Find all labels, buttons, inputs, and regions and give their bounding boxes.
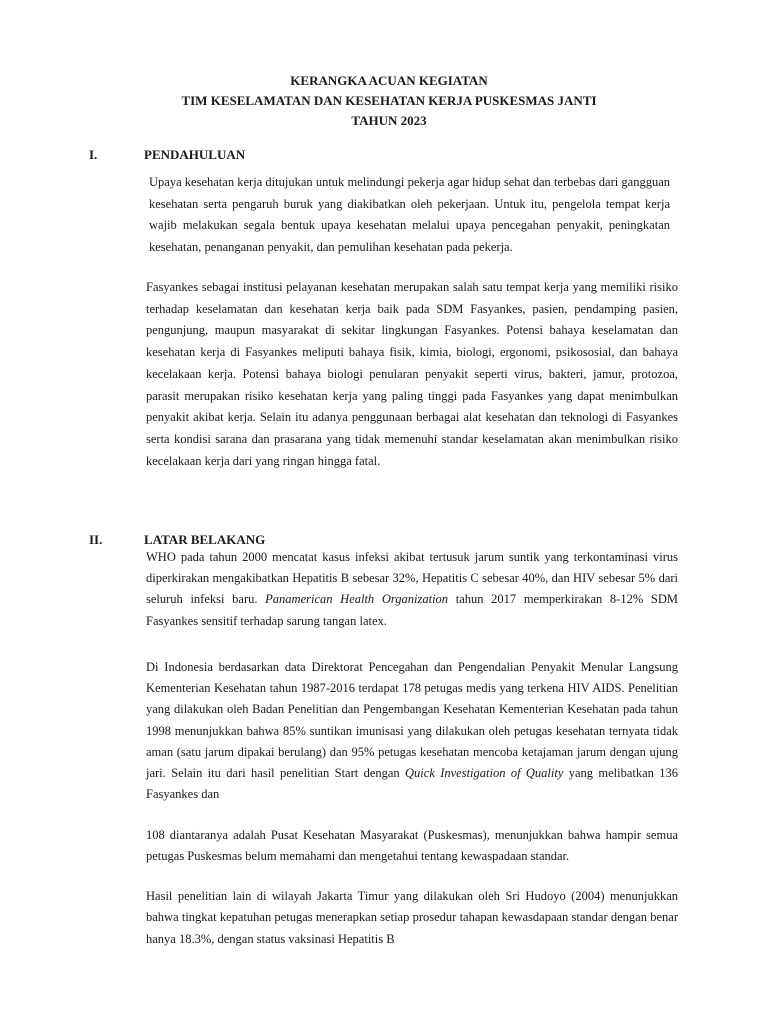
document-title [0,71,768,131]
paragraph-who-data [146,547,678,632]
paragraph-jakarta-timur [146,886,678,950]
title-line-2: TIM KESELAMATAN DAN KESEHATAN KERJA PUSKESMAS JANTI [181,93,597,108]
paragraph-text [146,657,678,805]
section-title: LATAR BELAKANG [144,532,266,547]
title-line-3: TAHUN 2023 [351,113,427,128]
paragraph-text: Hasil penelitian lain di wilayah Jakarta Timur yang dilakukan oleh Sri Hudoyo (2004) menunjukkan bahwa tingkat kepatuhan petugas menerapkan setiap prosedur tahapan kewasdapaan standar dengan benar hanya 18.3%, dengan status vaksinasi Hepatitis B [146,889,678,946]
section-title: PENDAHULUAN [144,147,246,162]
italic-study-name: Quick Investigation of Quality [405,766,564,781]
section-numeral: I. [89,147,98,162]
text-run: WHO pada tahun 2000 mencatat kasus infeksi akibat tertusuk jarum suntik yang terkontaminasi virus diperkirakan mengakibatkan Hepatitis B sebesar 32%, Hepatitis C sebesar 40%, dan HIV sebesar 5% dari seluruh infeksi baru. [146,550,678,607]
italic-organization-name: Panamerican Health Organization [265,592,449,607]
text-run: tahun 2017 memperkirakan 8-12% SDM Fasyankes sensitif terhadap sarung tangan latex. [146,592,679,628]
text-run: yang melibatkan 136 Fasyankes dan [146,766,678,802]
section-numeral: II. [89,532,103,547]
paragraph-text: Upaya kesehatan kerja ditujukan untuk melindungi pekerja agar hidup sehat dan terbebas dari gangguan kesehatan serta pengaruh buruk yang diakibatkan oleh pekerjaan. Untuk itu, pengelola tempat kerja wajib melakukan segala bentuk upaya kesehatan melalui upaya pencegahan penyakit, peningkatan kesehatan, penanganan penyakit, dan pemulihan kesehatan pada pekerja. [149,175,670,254]
title-line-1: KERANGKA ACUAN KEGIATAN [290,73,488,88]
paragraph-text: 108 diantaranya adalah Pusat Kesehatan Masyarakat (Puskesmas), menunjukkan bahwa hampir semua petugas Puskesmas belum memahami dan mengetahui tentang kewaspadaan standar. [146,828,678,864]
paragraph-text [146,547,678,632]
text-run: Di Indonesia berdasarkan data Direktorat Pencegahan dan Pengendalian Penyakit Menular Langsung Kementerian Kesehatan tahun 1987-2016 terdapat 178 petugas medis yang terkena HIV AIDS. Penelitian yang dilakukan oleh Badan Penelitian dan Pengembangan Kesehatan Kementerian Kesehatan pada tahun 1998 menunjukkan bahwa 85% suntikan imunisasi yang dilakukan oleh petugas kesehatan ternyata tidak aman (satu jarum dipakai berulang) dan 95% petugas kesehatan mencoba ketajaman jarum dengan ujung jari. Selain itu dari hasil penelitian Start dengan [146,660,678,781]
paragraph-indonesia-data [146,657,678,805]
paragraph-puskesmas-findings [146,825,678,868]
paragraph-text: Fasyankes sebagai institusi pelayanan kesehatan merupakan salah satu tempat kerja yang memiliki risiko terhadap keselamatan dan kesehatan kerja baik pada SDM Fasyankes, pasien, pendamping pasien, pengunjung, maupun masyarakat di sekitar lingkungan Fasyankes. Potensi bahaya keselamatan dan kesehatan kerja di Fasyankes meliputi bahaya fisik, kimia, biologi, ergonomi, psikososial, dan bahaya kecelakaan kerja. Potensi bahaya biologi penularan penyakit seperti virus, bakteri, jamur, protozoa, parasit merupakan risiko kesehatan kerja yang paling tinggi pada Fasyankes yang dapat menimbulkan penyakit akibat kerja. Selain itu adanya penggunaan berbagai alat kesehatan dan teknologi di Fasyankes serta kondisi sarana dan prasarana yang tidak memenuhi standar keselamatan akan menimbulkan risiko kecelakaan kerja dari yang ringan hingga fatal. [146,280,678,468]
paragraph-fasyankes [146,277,678,472]
paragraph-upaya-kesehatan-kerja [149,172,670,258]
